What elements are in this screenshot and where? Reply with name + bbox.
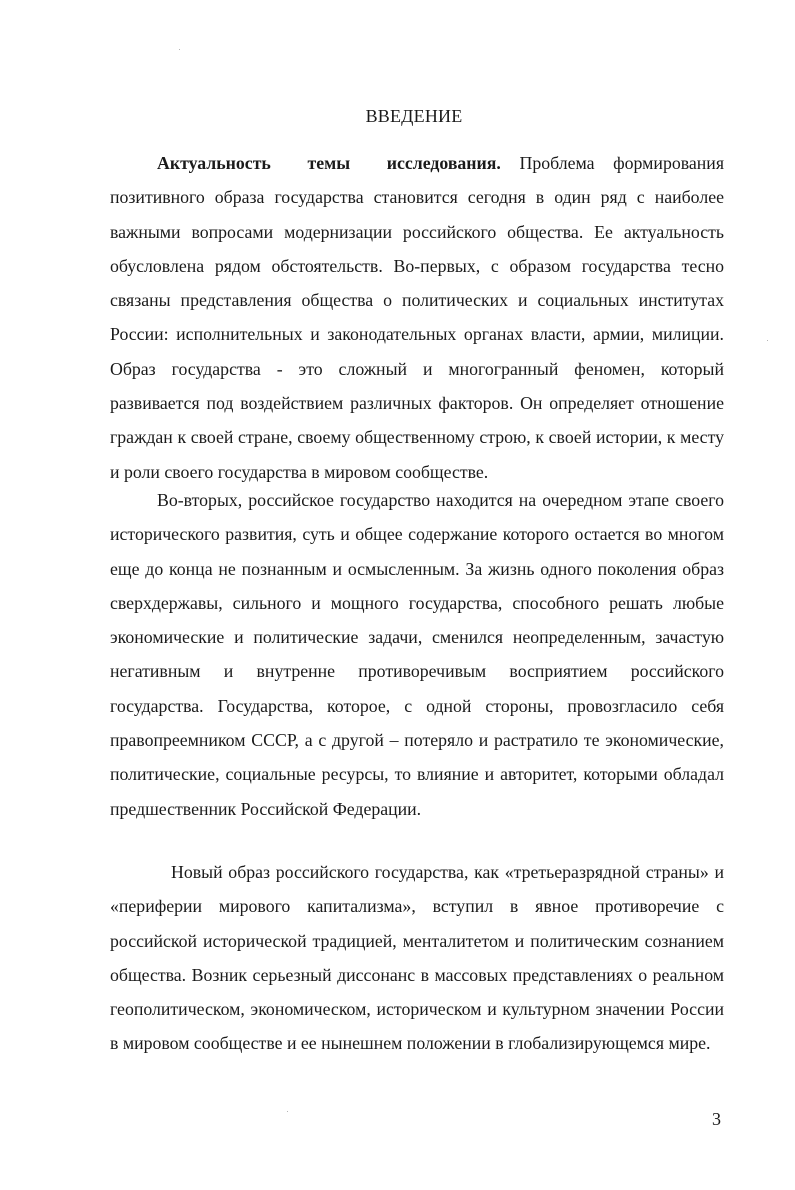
scan-speck: [767, 340, 768, 341]
paragraph-text: Новый образ российского государства, как «третьеразрядной страны» и «периферии мирового капитализма», вступил в явное противоречие с российской исторической традицией, менталитетом и политическим сознанием общества. Возник серьезный диссонанс в массовых представлениях о реальном геополитическом, экономическом, историческом и культурном значении России в мировом сообществе и ее нынешнем положении в глобализирующемся мире.: [110, 862, 724, 1054]
paragraph-text: Во-вторых, российское государство находится на очередном этапе своего исторического развития, суть и общее содержание которого остается во многом еще до конца не познанным и осмысленным. За жизнь одного поколения образ сверхдержавы, сильного и мощного государства, способного решать любые экономические и политические задачи, сменился неопределенным, зачастую негативным и внутренне противоречивым восприятием российского государства. Государства, которое, с одной стороны, провозгласило себя правопреемником СССР, а с другой – потеряло и растратило те экономические, политические, социальные ресурсы, то влияние и авторитет, которыми обладал предшественник Российской Федерации.: [110, 490, 724, 819]
scan-speck: [287, 1111, 288, 1112]
paragraph-lead: Актуальность темы исследования.: [157, 153, 501, 173]
page-number: 3: [712, 1109, 721, 1129]
scan-speck: [179, 49, 180, 50]
paragraph-relevance: [110, 146, 724, 489]
paragraph-second: [110, 483, 724, 826]
paragraph-text: [110, 146, 724, 489]
section-heading: ВВЕДЕНИЕ: [365, 106, 463, 126]
paragraph-body: Проблема формирования позитивного образа государства становится сегодня в один ряд с наиболее важными вопросами модернизации российского общества. Ее актуальность обусловлена рядом обстоятельств. Во-первых, с образом государства тесно связаны представления общества о политических и социальных институтах России: исполнительных и законодательных органах власти, армии, милиции. Образ государства - это сложный и многогранный феномен, который развивается под воздействием различных факторов. Он определяет отношение граждан к своей стране, своему общественному строю, к своей истории, к месту и роли своего государства в мировом сообществе.: [110, 153, 724, 482]
paragraph-third: [110, 855, 724, 1061]
